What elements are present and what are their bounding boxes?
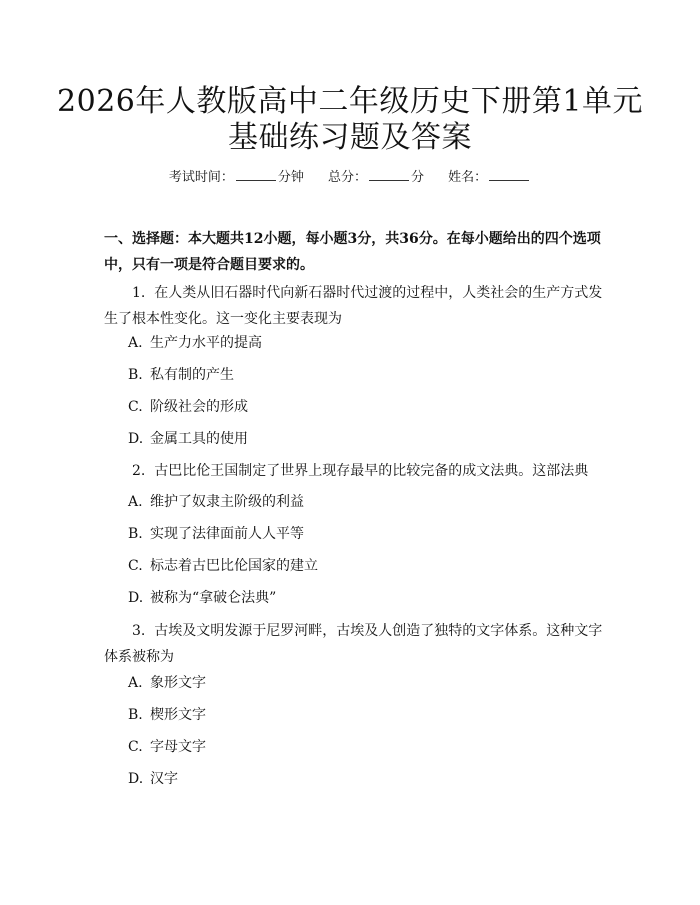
option-letter: D. (128, 590, 144, 606)
option-1-b[interactable] (128, 365, 598, 385)
option-text: 被称为“拿破仑法典” (150, 590, 277, 606)
option-2-a[interactable] (128, 492, 598, 512)
option-letter: D. (128, 771, 144, 787)
option-letter: A. (128, 335, 143, 351)
option-3-a[interactable] (128, 673, 598, 693)
option-3-d[interactable] (128, 769, 598, 789)
document-title-line2: 基础练习题及答案 (228, 120, 472, 155)
option-letter: B. (128, 367, 143, 383)
option-text: 私有制的产生 (150, 367, 234, 383)
option-text: 维护了奴隶主阶级的利益 (150, 494, 304, 510)
option-text: 字母文字 (150, 739, 206, 755)
option-1-a[interactable] (128, 333, 598, 353)
exam-time-unit: 分钟 (277, 170, 304, 185)
exam-time-label: 考试时间： (168, 170, 234, 185)
total-score-blank[interactable] (369, 168, 409, 181)
option-1-d[interactable] (128, 429, 598, 449)
option-text: 阶级社会的形成 (150, 399, 248, 415)
question-number: 2. (132, 463, 146, 479)
question-stem: 古埃及文明发源于尼罗河畔，古埃及人创造了独特的文字体系。这种文字体系被称为 (104, 623, 603, 665)
option-letter: D. (128, 431, 144, 447)
option-text: 实现了法律面前人人平等 (150, 526, 304, 542)
option-text: 金属工具的使用 (150, 431, 248, 447)
option-3-c[interactable] (128, 737, 598, 757)
option-text: 标志着古巴比伦国家的建立 (150, 558, 318, 574)
question-1 (104, 280, 604, 332)
option-1-c[interactable] (128, 397, 598, 417)
question-3 (104, 618, 604, 670)
question-stem: 古巴比伦王国制定了世界上现存最早的比较完备的成文法典。这部法典 (154, 463, 589, 479)
question-stem: 在人类从旧石器时代向新石器时代过渡的过程中，人类社会的生产方式发生了根本性变化。这一变化主要表现为 (104, 285, 603, 327)
total-score-unit: 分 (411, 170, 425, 185)
section-header-choice: 一、选择题：本大题共12小题，每小题3分，共36分。在每小题给出的四个选项中，只有一项是符合题目要求的。 (104, 231, 601, 273)
student-name-blank[interactable] (489, 168, 529, 181)
option-2-c[interactable] (128, 556, 598, 576)
option-text: 生产力水平的提高 (150, 335, 262, 351)
option-text: 汉字 (150, 771, 178, 787)
option-letter: A. (128, 675, 143, 691)
option-letter: B. (128, 526, 143, 542)
option-letter: C. (128, 399, 143, 415)
option-2-d[interactable] (128, 588, 598, 608)
option-letter: C. (128, 739, 143, 755)
option-3-b[interactable] (128, 705, 598, 725)
option-letter: C. (128, 558, 143, 574)
total-score-label: 总分： (327, 170, 367, 185)
exam-time-blank[interactable] (236, 168, 276, 181)
exam-meta (0, 168, 700, 188)
exam-time (169, 170, 308, 185)
question-2 (104, 458, 604, 484)
option-text: 楔形文字 (150, 707, 206, 723)
option-2-b[interactable] (128, 524, 598, 544)
question-number: 1. (132, 285, 146, 301)
option-letter: A. (128, 494, 143, 510)
option-letter: B. (128, 707, 143, 723)
option-text: 象形文字 (150, 675, 206, 691)
student-name (448, 170, 531, 185)
document-title-line1: 2026年人教版高中二年级历史下册第1单元 (57, 84, 643, 119)
question-number: 3. (132, 623, 146, 639)
total-score (328, 170, 428, 185)
student-name-label: 姓名： (448, 170, 488, 185)
